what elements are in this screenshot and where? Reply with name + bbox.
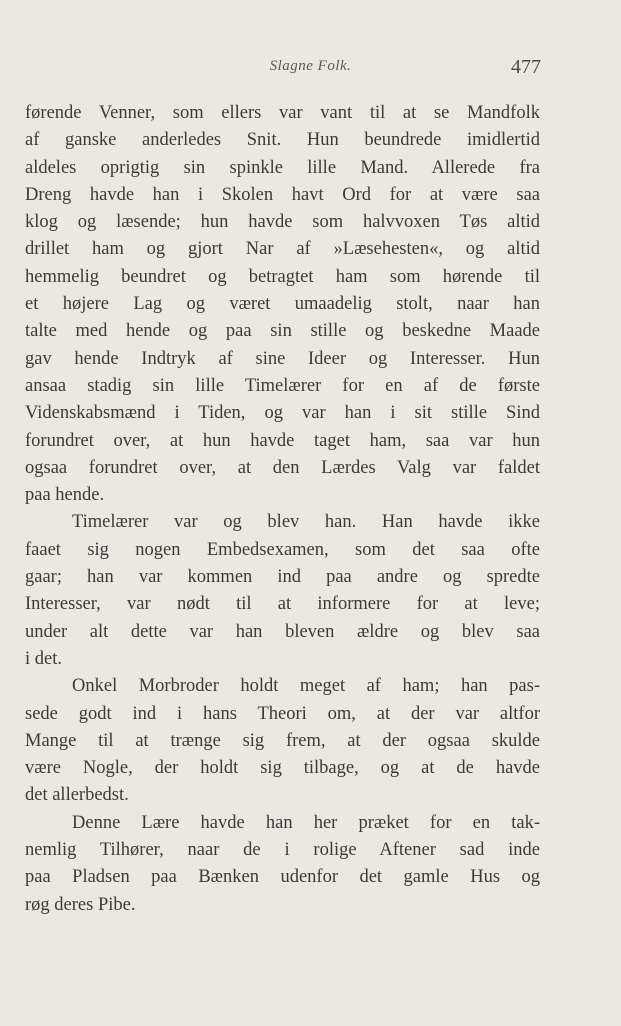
text-line: af ganske anderledes Snit. Hun beundrede imidlertid — [25, 130, 540, 151]
text-line: Onkel Morbroder holdt meget af ham; han pas- — [72, 676, 540, 697]
text-line: forundret over, at hun havde taget ham, saa var hun — [25, 430, 540, 451]
text-line: ogsaa forundret over, at den Lærdes Valg var faldet — [25, 457, 540, 478]
text-line: Timelærer var og blev han. Han havde ikke — [72, 512, 540, 533]
text-line: i det. — [25, 648, 62, 669]
text-line: være Nogle, der holdt sig tilbage, og at de havde — [25, 758, 540, 779]
text-line: Interesser, var nødt til at informere for at leve; — [25, 594, 540, 615]
body-text — [25, 100, 540, 919]
text-line: røg deres Pibe. — [25, 894, 136, 915]
text-line: hemmelig beundret og betragtet ham som hørende til — [25, 266, 540, 287]
text-line: Videnskabsmænd i Tiden, og var han i sit stille Sind — [25, 403, 540, 424]
text-line: Denne Lære havde han her præket for en tak- — [72, 812, 540, 833]
running-title: Slagne Folk. — [269, 58, 352, 74]
text-line: gav hende Indtryk af sine Ideer og Interesser. Hun — [25, 348, 540, 369]
text-line: klog og læsende; hun havde som halvvoxen Tøs altid — [25, 212, 540, 233]
text-line: Mange til at trænge sig frem, at der ogsaa skulde — [25, 730, 540, 751]
text-line: faaet sig nogen Embedsexamen, som det saa ofte — [25, 539, 540, 560]
text-line: det allerbedst. — [25, 785, 129, 806]
page-number: 477 — [511, 56, 541, 78]
text-line: nemlig Tilhører, naar de i rolige Aftener sad inde — [25, 840, 540, 861]
text-line: paa Pladsen paa Bænken udenfor det gamle Hus og — [25, 867, 540, 888]
paragraph — [25, 673, 540, 809]
text-line: paa hende. — [25, 485, 105, 506]
text-line: et højere Lag og været umaadelig stolt, naar han — [25, 294, 540, 315]
text-line: under alt dette var han bleven ældre og blev saa — [25, 621, 540, 642]
paragraph — [25, 509, 540, 673]
text-line: Dreng havde han i Skolen havt Ord for at være saa — [25, 184, 540, 205]
text-line: ansaa stadig sin lille Timelærer for en af de første — [25, 375, 540, 396]
text-line: talte med hende og paa sin stille og beskedne Maade — [25, 321, 540, 342]
text-line: aldeles oprigtig sin spinkle lille Mand. Allerede fra — [25, 157, 540, 178]
text-line: drillet ham og gjort Nar af »Læsehesten«, og altid — [25, 239, 540, 260]
paragraph — [25, 100, 540, 509]
text-line: sede godt ind i hans Theori om, at der var altfor — [25, 703, 540, 724]
paragraph — [25, 810, 540, 919]
text-line: gaar; han var kommen ind paa andre og spredte — [25, 567, 540, 588]
page-header — [0, 56, 621, 86]
text-line: førende Venner, som ellers var vant til at se Mandfolk — [25, 103, 540, 123]
